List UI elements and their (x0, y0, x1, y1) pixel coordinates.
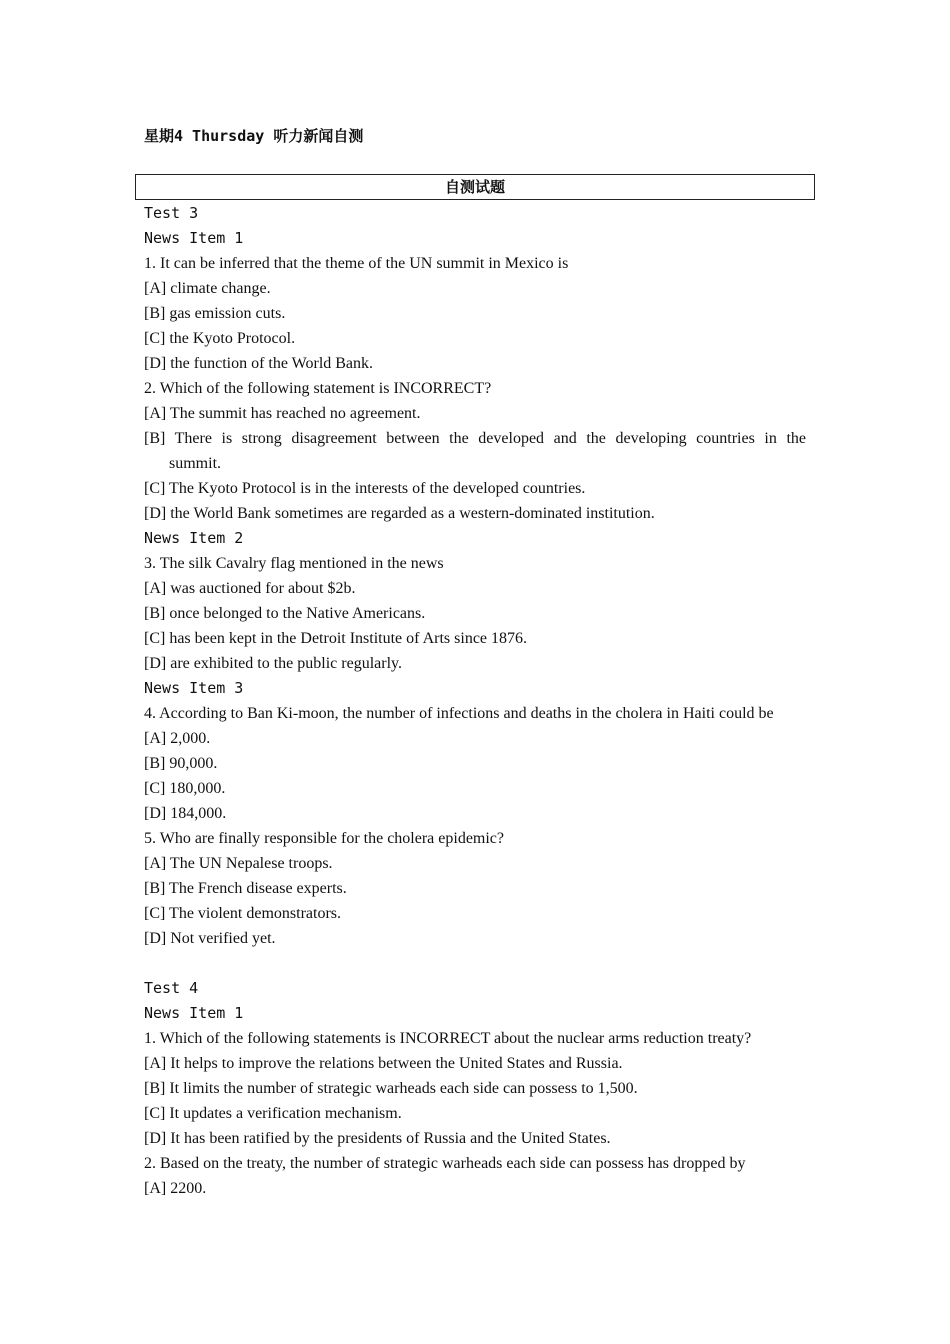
answer-option: [A] 2,000. (144, 730, 211, 747)
answer-option: [B] 90,000. (144, 755, 218, 772)
question-text: 2. Based on the treaty, the number of strategic warheads each side can possess has dropped by (144, 1155, 746, 1172)
test-heading: Test 3 (144, 204, 199, 222)
answer-option: [B] There is strong disagreement between the developed and the developing countries in the (144, 430, 806, 447)
answer-option: [D] 184,000. (144, 805, 227, 822)
answer-option-continuation: summit. (169, 455, 222, 472)
answer-option: [C] has been kept in the Detroit Institute of Arts since 1876. (144, 630, 528, 647)
answer-option: [A] climate change. (144, 280, 271, 297)
question-text: 1. Which of the following statements is INCORRECT about the nuclear arms reduction treaty? (144, 1030, 752, 1047)
question-text: 3. The silk Cavalry flag mentioned in the news (144, 555, 444, 572)
question-text: 4. According to Ban Ki-moon, the number of infections and deaths in the cholera in Haiti could be (144, 705, 774, 722)
answer-option: [B] It limits the number of strategic warheads each side can possess to 1,500. (144, 1080, 638, 1097)
answer-option: [A] It helps to improve the relations between the United States and Russia. (144, 1055, 623, 1072)
answer-option: [D] It has been ratified by the presidents of Russia and the United States. (144, 1130, 611, 1147)
blank-line (144, 951, 806, 976)
answer-option: [C] The Kyoto Protocol is in the interests of the developed countries. (144, 480, 586, 497)
section-heading-box (135, 174, 815, 200)
answer-option: [A] 2200. (144, 1180, 207, 1197)
answer-option: [B] gas emission cuts. (144, 305, 286, 322)
news-item-heading: News Item 3 (144, 679, 244, 697)
question-text: 5. Who are finally responsible for the cholera epidemic? (144, 830, 505, 847)
answer-option: [A] The summit has reached no agreement. (144, 405, 421, 422)
question-text: 1. It can be inferred that the theme of the UN summit in Mexico is (144, 255, 569, 272)
test-heading: Test 4 (144, 979, 199, 997)
answer-option: [C] It updates a verification mechanism. (144, 1105, 402, 1122)
answer-option: [D] Not verified yet. (144, 930, 276, 947)
answer-option: [C] the Kyoto Protocol. (144, 330, 296, 347)
answer-option: [C] The violent demonstrators. (144, 905, 341, 922)
answer-option: [D] are exhibited to the public regularly. (144, 655, 402, 672)
answer-option: [A] was auctioned for about $2b. (144, 580, 356, 597)
answer-option: [D] the World Bank sometimes are regarded as a western-dominated institution. (144, 505, 655, 522)
answer-option: [D] the function of the World Bank. (144, 355, 374, 372)
page-title: 星期4 Thursday 听力新闻自测 (144, 127, 364, 145)
document-body (144, 201, 806, 1201)
question-text: 2. Which of the following statement is INCORRECT? (144, 380, 492, 397)
answer-option: [B] The French disease experts. (144, 880, 347, 897)
answer-option: [A] The UN Nepalese troops. (144, 855, 333, 872)
news-item-heading: News Item 2 (144, 529, 244, 547)
answer-option: [B] once belonged to the Native Americans. (144, 605, 426, 622)
news-item-heading: News Item 1 (144, 1004, 244, 1022)
section-heading: 自测试题 (444, 178, 505, 196)
news-item-heading: News Item 1 (144, 229, 244, 247)
answer-option: [C] 180,000. (144, 780, 226, 797)
